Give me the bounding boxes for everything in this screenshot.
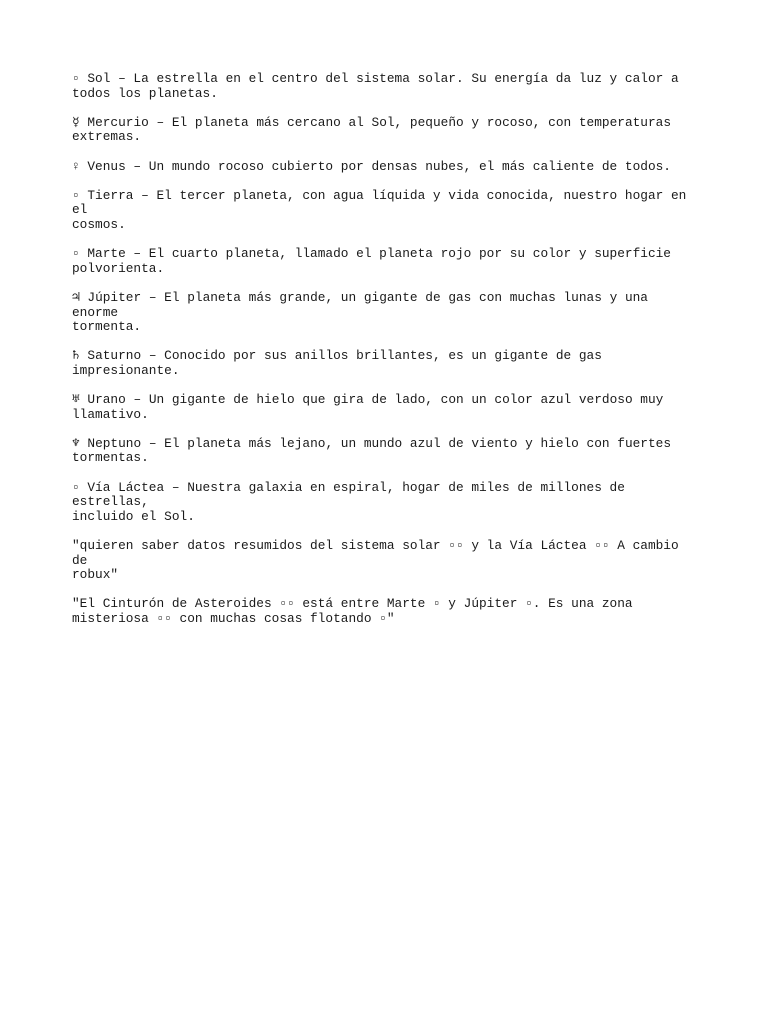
paragraph-quote-robux: "quieren saber datos resumidos del sistema solar ▫▫ y la Vía Láctea ▫▫ A cambio de robux" bbox=[72, 538, 679, 583]
paragraph-venus: ♀ Venus – Un mundo rocoso cubierto por densas nubes, el más caliente de todos. bbox=[72, 158, 671, 174]
paragraph-quote-asteroides: "El Cinturón de Asteroides ▫▫ está entre Marte ▫ y Júpiter ▫. Es una zona misteriosa ▫▫ con muchas cosas flotando ▫" bbox=[72, 596, 633, 626]
paragraph-via-lactea: ▫ Vía Láctea – Nuestra galaxia en espiral, hogar de miles de millones de estrellas, incluido el Sol. bbox=[72, 479, 625, 524]
paragraph-jupiter: ♃ Júpiter – El planeta más grande, un gigante de gas con muchas lunas y una enorme tormenta. bbox=[72, 289, 648, 335]
document-body bbox=[72, 72, 700, 641]
paragraph-urano: ♅ Urano – Un gigante de hielo que gira de lado, con un color azul verdoso muy llamativo. bbox=[72, 392, 664, 422]
paragraph-marte: ▫ Marte – El cuarto planeta, llamado el planeta rojo por su color y superficie polvorienta. bbox=[72, 246, 671, 276]
paragraph-sol: ▫ Sol – La estrella en el centro del sistema solar. Su energía da luz y calor a todos los planetas. bbox=[72, 71, 679, 101]
paragraph-tierra: ▫ Tierra – El tercer planeta, con agua líquida y vida conocida, nuestro hogar en el cosmos. bbox=[72, 187, 687, 232]
paragraph-neptuno: ♆ Neptuno – El planeta más lejano, un mundo azul de viento y hielo con fuertes tormentas. bbox=[72, 435, 672, 466]
paragraph-saturno: ♄ Saturno – Conocido por sus anillos brillantes, es un gigante de gas impresionante. bbox=[72, 348, 602, 378]
paragraph-mercurio: ☿ Mercurio – El planeta más cercano al Sol, pequeño y rocoso, con temperaturas extremas. bbox=[72, 114, 672, 145]
